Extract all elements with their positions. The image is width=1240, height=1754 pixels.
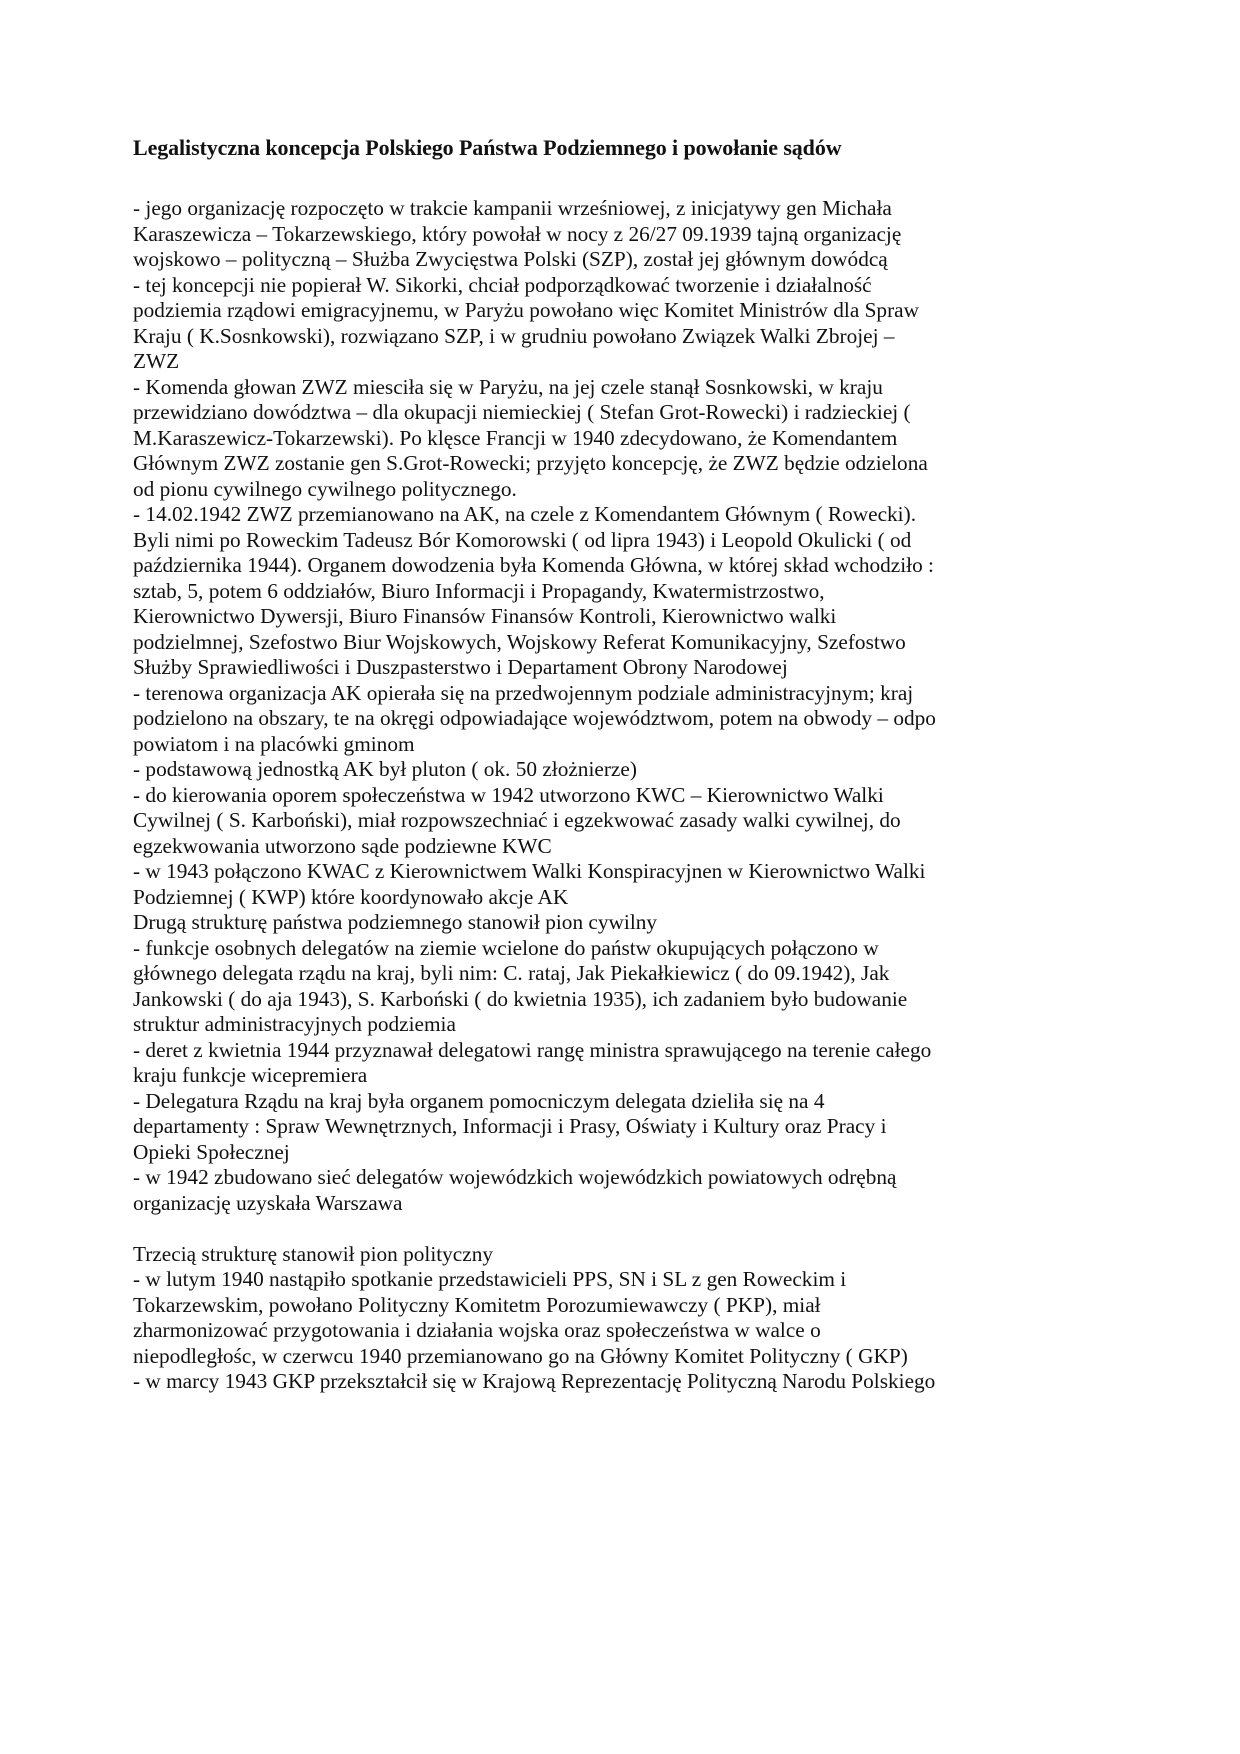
text-line: października 1944). Organem dowodzenia była Komenda Główna, w której skład wchodziło : [133, 553, 934, 577]
text-line: Głównym ZWZ zostanie gen S.Grot-Rowecki; przyjęto koncepcję, że ZWZ będzie odzielona [133, 451, 928, 475]
text-line: organizację uzyskała Warszawa [133, 1190, 403, 1215]
document-body [133, 196, 1113, 1395]
text-line: struktur administracyjnych podziemia [133, 1012, 456, 1036]
text-line: M.Karaszewicz-Tokarzewski). Po klęsce Francji w 1940 zdecydowano, że Komendantem [133, 425, 898, 450]
text-line: departamenty : Spraw Wewnętrznych, Informacji i Prasy, Oświaty i Kultury oraz Pracy i [133, 1114, 887, 1138]
text-line: - funkcje osobnych delegatów na ziemie wcielone do państw okupujących połączono w [133, 935, 879, 960]
text-line: Opieki Społecznej [133, 1139, 290, 1164]
text-line: Karaszewicza – Tokarzewskiego, który powołał w nocy z 26/27 09.1939 tajną organizację [133, 221, 902, 246]
text-line: egzekwowania utworzono sąde podziewne KWC [133, 833, 552, 858]
text-line: od pionu cywilnego cywilnego politycznego. [133, 476, 517, 501]
text-line: Służby Sprawiedliwości i Duszpasterstwo i Departament Obrony Narodowej [133, 655, 788, 679]
text-line: - tej koncepcji nie popierał W. Sikorki, chciał podporządkować tworzenie i działalność [133, 272, 872, 297]
text-line: Drugą strukturę państwa podziemnego stanowił pion cywilny [133, 910, 658, 934]
text-line: - podstawową jednostką AK był pluton ( ok. 50 złożnierze) [133, 757, 637, 781]
text-line: - w 1942 zbudowano sieć delegatów wojewódzkich wojewódzkich powiatowych odrębną [133, 1165, 897, 1189]
text-line: - jego organizację rozpoczęto w trakcie kampanii wrześniowej, z inicjatywy gen Michała [133, 196, 892, 220]
text-line: powiatom i na placówki gminom [133, 731, 415, 756]
text-line: - terenowa organizacja AK opierała się na przedwojennym podziale administracyjnym; kraj [133, 680, 914, 705]
blank-line [133, 1216, 1113, 1242]
text-line: Trzecią strukturę stanowił pion polityczny [133, 1241, 494, 1266]
text-line: ZWZ [133, 349, 180, 373]
text-line: podzielono na obszary, te na okręgi odpowiadające województwom, potem na obwody – odpo [133, 706, 936, 730]
text-line: przewidziano dowództwa – dla okupacji niemieckiej ( Stefan Grot-Rowecki) i radzieckiej ( [133, 400, 911, 424]
text-line: sztab, 5, potem 6 oddziałów, Biuro Informacji i Propagandy, Kwatermistrzostwo, [133, 578, 825, 603]
text-line: niepodległośc, w czerwcu 1940 przemianowano go na Główny Komitet Polityczny ( GKP) [133, 1343, 908, 1368]
text-line: Tokarzewskim, powołano Polityczny Komitetm Porozumiewawczy ( PKP), miał [133, 1292, 821, 1317]
text-line: - w marcy 1943 GKP przekształcił się w Krajową Reprezentację Polityczną Narodu Polskiego [133, 1369, 936, 1393]
text-line: Kierownictwo Dywersji, Biuro Finansów Finansów Kontroli, Kierownictwo walki [133, 604, 837, 628]
text-line: - 14.02.1942 ZWZ przemianowano na AK, na czele z Komendantem Głównym ( Rowecki). [133, 502, 917, 526]
text-line: - Komenda głowan ZWZ miesciła się w Paryżu, na jej czele stanął Sosnkowski, w kraju [133, 374, 883, 399]
text-line: - deret z kwietnia 1944 przyznawał delegatowi rangę ministra sprawującego na terenie całego [133, 1037, 932, 1062]
text-line: Byli nimi po Roweckim Tadeusz Bór Komorowski ( od lipra 1943) i Leopold Okulicki ( od [133, 527, 912, 552]
text-line: wojskowo – polityczną – Służba Zwycięstwa Polski (SZP), został jej głównym dowódcą [133, 247, 888, 271]
text-line: Kraju ( K.Sosnkowski), rozwiązano SZP, i w grudniu powołano Związek Walki Zbrojej – [133, 323, 895, 348]
text-line: - w lutym 1940 nastąpiło spotkanie przedstawicieli PPS, SN i SL z gen Roweckim i [133, 1267, 847, 1291]
text-line: zharmonizować przygotowania i działania wojska oraz społeczeństwa w walce o [133, 1318, 821, 1342]
text-line: - w 1943 połączono KWAC z Kierownictwem Walki Konspiracyjnen w Kierownictwo Walki [133, 859, 926, 883]
text-line: podziemia rządowi emigracyjnemu, w Paryżu powołano więc Komitet Ministrów dla Spraw [133, 298, 920, 322]
text-line: Jankowski ( do aja 1943), S. Karboński ( do kwietnia 1935), ich zadaniem było budowanie [133, 986, 908, 1011]
text-line: głównego delegata rządu na kraj, byli nim: C. rataj, Jak Piekałkiewicz ( do 09.1942), Jak [133, 961, 890, 985]
text-line: podzielmnej, Szefostwo Biur Wojskowych, Wojskowy Referat Komunikacyjny, Szefostwo [133, 629, 906, 654]
text-line: Cywilnej ( S. Karboński), miał rozpowszechniać i egzekwować zasady walki cywilnej, do [133, 808, 901, 832]
document-title: Legalistyczna koncepcja Polskiego Państwa Podziemnego i powołanie sądów [133, 135, 842, 160]
text-line: - Delegatura Rządu na kraj była organem pomocniczym delegata dzieliła się na 4 [133, 1088, 825, 1113]
text-line: - do kierowania oporem społeczeństwa w 1942 utworzono KWC – Kierownictwo Walki [133, 782, 884, 807]
text-line: kraju funkcje wicepremiera [133, 1063, 368, 1087]
text-line: Podziemnej ( KWP) które koordynowało akcje AK [133, 884, 569, 909]
